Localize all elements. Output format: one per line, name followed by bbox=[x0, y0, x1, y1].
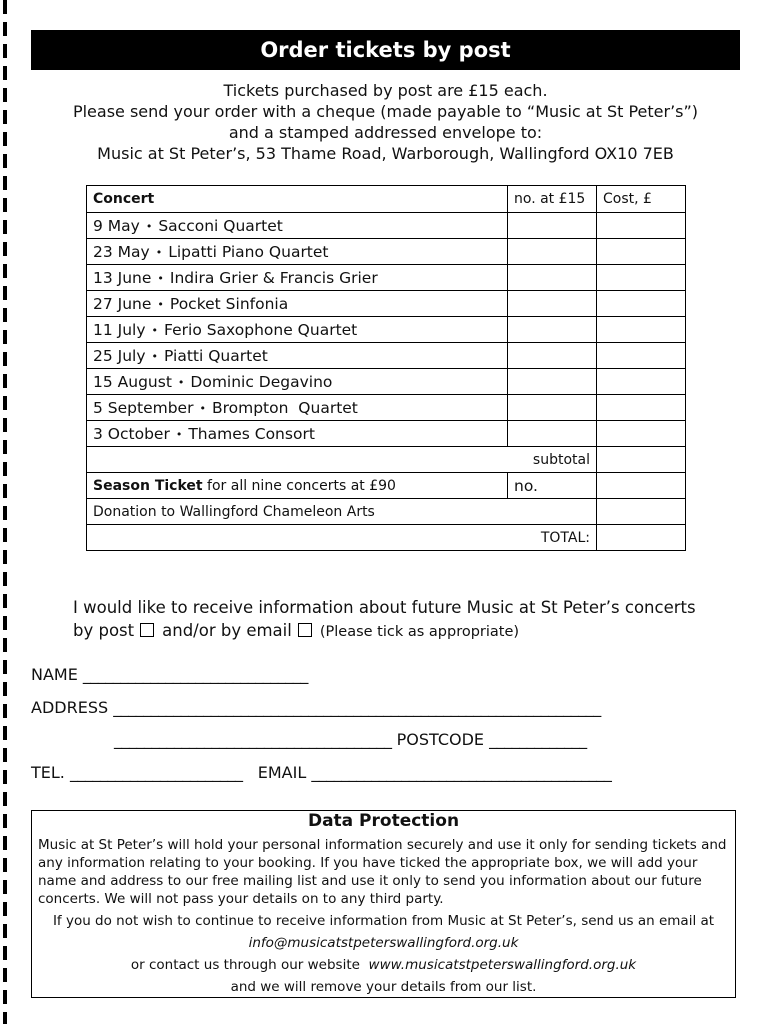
name-field[interactable]: ______________________________ bbox=[82, 665, 308, 684]
mailing-preference bbox=[73, 596, 696, 644]
concert-date: 23 May bbox=[93, 242, 150, 261]
contact-field-row bbox=[31, 763, 611, 782]
concert-name: Ferio Saxophone Quartet bbox=[164, 320, 358, 339]
table-row bbox=[87, 239, 686, 265]
qty-input-cell[interactable] bbox=[508, 291, 597, 317]
bullet-separator: • bbox=[151, 323, 159, 337]
intro-price: Tickets purchased by post are £15 each. bbox=[223, 81, 548, 100]
subtotal-input-cell[interactable] bbox=[597, 447, 686, 473]
email-field[interactable]: ________________________________________ bbox=[311, 763, 612, 782]
concert-name: Sacconi Quartet bbox=[158, 216, 283, 235]
concert-name: Piatti Quartet bbox=[164, 346, 268, 365]
address2-field-row bbox=[114, 730, 587, 749]
qty-input-cell[interactable] bbox=[508, 239, 597, 265]
subtotal-row bbox=[87, 447, 686, 473]
season-ticket-label bbox=[87, 473, 508, 499]
concert-date: 5 September bbox=[93, 398, 194, 417]
concert-name: Dominic Degavino bbox=[190, 372, 333, 391]
by-email-label: and/or by email bbox=[162, 621, 292, 640]
total-label: TOTAL: bbox=[87, 525, 597, 551]
address-field[interactable]: _________________________________________________________________ bbox=[113, 698, 601, 717]
table-row bbox=[87, 395, 686, 421]
mailing-preference-text: I would like to receive information about future Music at St Peter’s concerts bbox=[73, 598, 696, 617]
bullet-separator: • bbox=[155, 245, 163, 259]
table-row bbox=[87, 343, 686, 369]
qty-input-cell[interactable] bbox=[508, 395, 597, 421]
bullet-separator: • bbox=[157, 271, 164, 285]
table-row bbox=[87, 213, 686, 239]
season-no-label: no. bbox=[514, 476, 538, 495]
concert-cell bbox=[87, 291, 508, 317]
cost-input-cell[interactable] bbox=[597, 395, 686, 421]
concert-name: Thames Consort bbox=[188, 424, 315, 443]
header-concert: Concert bbox=[87, 186, 508, 213]
table-row bbox=[87, 369, 686, 395]
concert-date: 15 August bbox=[93, 372, 172, 391]
header-cost: Cost, £ bbox=[597, 186, 686, 213]
address-field-row bbox=[31, 698, 601, 717]
website-prefix: or contact us through our website bbox=[130, 957, 360, 973]
cost-input-cell[interactable] bbox=[597, 317, 686, 343]
cost-input-cell[interactable] bbox=[597, 369, 686, 395]
dashed-cut-line bbox=[3, 0, 7, 1024]
by-post-checkbox[interactable] bbox=[140, 623, 154, 637]
data-protection-box bbox=[31, 810, 736, 998]
tick-note: (Please tick as appropriate) bbox=[319, 624, 520, 640]
concert-cell bbox=[87, 395, 508, 421]
mailing-preference-options bbox=[73, 619, 696, 644]
header-qty: no. at £15 bbox=[508, 186, 597, 213]
concert-name: Lipatti Piano Quartet bbox=[168, 242, 329, 261]
concert-date: 11 July bbox=[93, 320, 146, 339]
season-ticket-desc: for all nine concerts at £90 bbox=[202, 477, 396, 494]
season-no-input-cell[interactable] bbox=[508, 473, 597, 499]
tel-field[interactable]: _______________________ bbox=[69, 763, 243, 782]
concert-date: 9 May bbox=[93, 216, 140, 235]
address2-field[interactable]: _____________________________________ bbox=[114, 730, 392, 749]
total-row bbox=[87, 525, 686, 551]
concert-cell bbox=[87, 343, 508, 369]
concert-name: Indira Grier & Francis Grier bbox=[169, 268, 378, 287]
table-row bbox=[87, 265, 686, 291]
intro-envelope: and a stamped addressed envelope to: bbox=[228, 123, 543, 142]
qty-input-cell[interactable] bbox=[508, 421, 597, 447]
postcode-label: POSTCODE bbox=[396, 730, 485, 749]
intro-text bbox=[31, 80, 740, 164]
concert-date: 13 June bbox=[93, 268, 152, 287]
contact-email-link[interactable]: info@musicatstpeterswallingford.org.uk bbox=[248, 935, 519, 951]
data-protection-body: Music at St Peter’s will hold your personal information securely and use it only for sending tickets and any information relating to your booking. If you have ticked the appropriate box, we will add your name and address to our free mailing list and use it only to send you information about our future concerts. We will not pass your details on to any third party. bbox=[38, 837, 727, 907]
concert-cell bbox=[87, 213, 508, 239]
donation-input-cell[interactable] bbox=[597, 499, 686, 525]
concert-cell bbox=[87, 317, 508, 343]
cost-input-cell[interactable] bbox=[597, 239, 686, 265]
qty-input-cell[interactable] bbox=[508, 317, 597, 343]
season-ticket-bold: Season Ticket bbox=[93, 477, 203, 494]
qty-input-cell[interactable] bbox=[508, 369, 597, 395]
bullet-separator: • bbox=[145, 219, 153, 233]
donation-row bbox=[87, 499, 686, 525]
name-label: NAME bbox=[31, 665, 78, 684]
bullet-separator: • bbox=[177, 375, 185, 389]
email-label: EMAIL bbox=[257, 763, 307, 782]
intro-address: Music at St Peter’s, 53 Thame Road, Warborough, Wallingford OX10 7EB bbox=[97, 144, 674, 163]
season-cost-input-cell[interactable] bbox=[597, 473, 686, 499]
season-ticket-row bbox=[87, 473, 686, 499]
by-post-label: by post bbox=[73, 621, 135, 640]
postcode-field[interactable]: _____________ bbox=[489, 730, 587, 749]
address-label: ADDRESS bbox=[31, 698, 109, 717]
cost-input-cell[interactable] bbox=[597, 291, 686, 317]
cost-input-cell[interactable] bbox=[597, 421, 686, 447]
concert-cell bbox=[87, 239, 508, 265]
order-table bbox=[86, 185, 686, 551]
name-field-row bbox=[31, 665, 308, 684]
cost-input-cell[interactable] bbox=[597, 265, 686, 291]
subtotal-label: subtotal bbox=[87, 447, 597, 473]
concert-date: 25 July bbox=[93, 346, 146, 365]
data-protection-title: Data Protection bbox=[307, 811, 460, 831]
page-title: Order tickets by post bbox=[31, 30, 740, 70]
cost-input-cell[interactable] bbox=[597, 343, 686, 369]
concert-name: Brompton Quartet bbox=[211, 398, 358, 417]
tel-label: TEL. bbox=[31, 763, 65, 782]
qty-input-cell[interactable] bbox=[508, 343, 597, 369]
cost-input-cell[interactable] bbox=[597, 213, 686, 239]
table-row bbox=[87, 317, 686, 343]
intro-instructions: Please send your order with a cheque (made payable to “Music at St Peter’s”) bbox=[72, 102, 699, 121]
bullet-separator: • bbox=[157, 297, 164, 311]
concert-cell bbox=[87, 369, 508, 395]
unsubscribe-text: If you do not wish to continue to receive information from Music at St Peter’s, send us an email at bbox=[52, 913, 715, 929]
by-email-checkbox[interactable] bbox=[298, 623, 312, 637]
concert-date: 3 October bbox=[93, 424, 170, 443]
qty-input-cell[interactable] bbox=[508, 213, 597, 239]
total-input-cell[interactable] bbox=[597, 525, 686, 551]
bullet-separator: • bbox=[199, 401, 206, 415]
table-row bbox=[87, 421, 686, 447]
concert-date: 27 June bbox=[93, 294, 152, 313]
concert-name: Pocket Sinfonia bbox=[169, 294, 289, 313]
concert-cell bbox=[87, 421, 508, 447]
bullet-separator: • bbox=[151, 349, 159, 363]
table-header-row bbox=[87, 186, 686, 213]
concert-cell bbox=[87, 265, 508, 291]
donation-label: Donation to Wallingford Chameleon Arts bbox=[87, 499, 597, 525]
website-link[interactable]: www.musicatstpeterswallingford.org.uk bbox=[368, 957, 637, 973]
closing-text: and we will remove your details from our list. bbox=[230, 979, 537, 995]
bullet-separator: • bbox=[175, 427, 183, 441]
qty-input-cell[interactable] bbox=[508, 265, 597, 291]
table-row bbox=[87, 291, 686, 317]
